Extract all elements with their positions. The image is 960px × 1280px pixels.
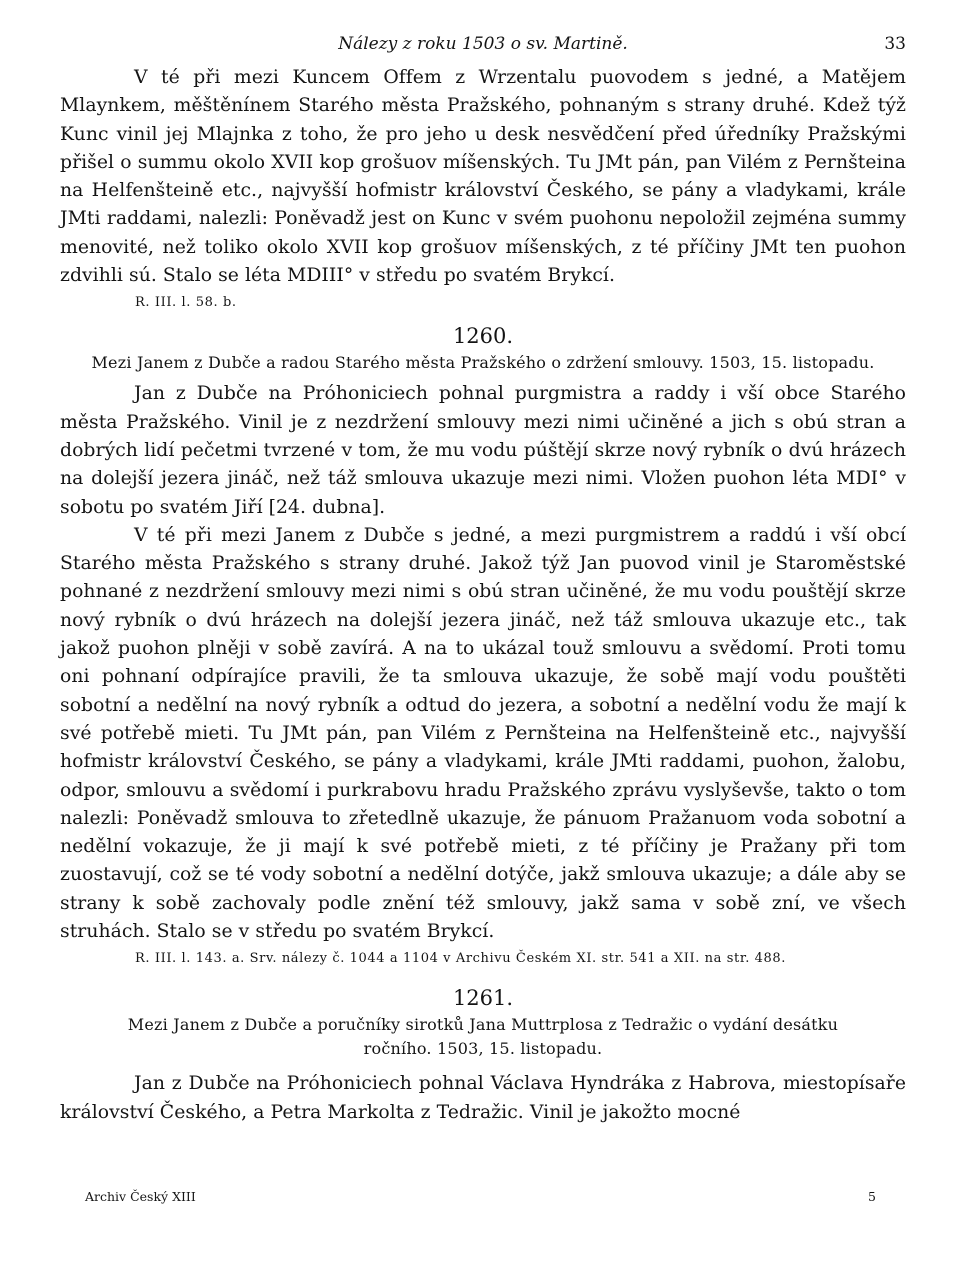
running-title: Nálezy z roku 1503 o sv. Martině.	[338, 34, 628, 54]
regest-heading-continued: ročního. 1503, 15. listopadu.	[363, 1039, 603, 1059]
source-note: R. III. l. 58. b.	[135, 295, 237, 311]
continuation-paragraph: V té při mezi Kuncem Offem z Wrzentalu puovodem s jedné, a Matějem Mlaynkem, měštěnínem Starého města Pražského, pohnaným s strany druhé. Kdež týž Kunc vinil jej Mlajnka z toho, že pro jeho u desk nesvědčení před úředníky Pražskými přišel o summu okolo XVII kop grošuov míšenských. Tu JMt pán, pan Vilém z Pernšteina na Helfenšteině etc., najvyšší hofmistr království Českého, se pány a vladykami, krále JMti raddami, nalezli: Poněvadž jest on Kunc v svém puohonu nepoložil zejména summy menovité, než toliko okolo XVII kop grošuov míšenských, z té příčiny JMt ten puohon zdvihli sú. Stalo se léta MDIII° v středu po svatém Brykcí.	[60, 67, 906, 287]
gathering-number: 5	[868, 1189, 876, 1204]
regest-heading: Mezi Janem z Dubče a radou Starého města Pražského o zdržení smlouvy. 1503, 15. listopadu.	[91, 353, 875, 373]
body-paragraph: Jan z Dubče na Próhoniciech pohnal Václava Hyndráka z Habrova, miestopísaře království Českého, a Petra Markolta z Tedražic. Vinil je jakožto mocné	[60, 1073, 906, 1123]
source-note: R. III. l. 143. a. Srv. nálezy č. 1044 a 1104 v Archivu Českém XI. str. 541 a XII. na str. 488.	[135, 951, 787, 967]
running-head	[60, 34, 906, 64]
regest-heading: Mezi Janem z Dubče a poručníky sirotků Jana Muttrplosa z Tedražic o vydání desátku	[127, 1015, 839, 1035]
document-number: 1261.	[452, 986, 514, 1011]
book-page	[60, 34, 906, 1127]
body-paragraph: V té při mezi Janem z Dubče s jedné, a mezi purgmistrem a raddú i vší obcí Starého města Pražského s strany druhé. Jakož týž Jan puovod vinil je Staroměstské pohnané z nezdržení smlouvy mezi nimi s obú stran učiněné, že mu vodu pouštějí skrze nový rybník o dvú hrázech na dolejší jezera jináč, než táž smlouva ukazuje etc., tak jakož puohon plněji v sobě zavírá. A na to ukázal touž smlouvu a svědomí. Proti tomu oni pohnaní odpírajíce pravili, že ta smlouva ukazuje, že sobě mají vodu pouštěti sobotní a nedělní na nový rybník a odtud do jezera, a sobotní a nedělní vodu že mají k své potřebě mieti. Tu JMt pán, pan Vilém z Pernšteina na Helfenšteině etc., najvyšší hofmistr království Českého, se pány a vladykami, krále JMti raddami, puohon, žalobu, odpor, smlouvu a svědomí i purkrabovu hradu Pražského zprávu vyslyševše, takto o tom nalezli: Poněvadž smlouva to zřetedlně ukazuje, že pánuom Pražanuom voda sobotní a nedělní vokazuje, že ji mají k své potřebě mieti, z té příčiny je Pražany při tom zuostavují, což se té vody sobotní a nedělní dotýče, jakž smlouva ukazuje; a dále aby se strany k sobě zachovaly podle znění též smlouvy, jakž sama v sobě zní, ve všech struhách. Stalo se v středu po svatém Brykcí.	[60, 524, 906, 943]
body-paragraph: Jan z Dubče na Próhoniciech pohnal purgmistra a raddy i vší obce Starého města Pražského. Vinil je z nezdržení smlouvy mezi nimi učiněné a jich s obú stran a dobrých lidí pečetmi tvrzené v tom, že mu vodu púštějí skrze nový rybník o dvú hrázech na dolejší jezera jináč, než táž smlouva ukazuje mezi nimi. Vložen puohon léta MDI° v sobotu po svatém Jiří [24. dubna].	[60, 383, 906, 518]
page-number: 33	[884, 34, 906, 54]
printer-signature: Archiv Český XIII	[85, 1189, 196, 1204]
document-number: 1260.	[452, 324, 514, 349]
page-footer	[85, 1189, 876, 1209]
